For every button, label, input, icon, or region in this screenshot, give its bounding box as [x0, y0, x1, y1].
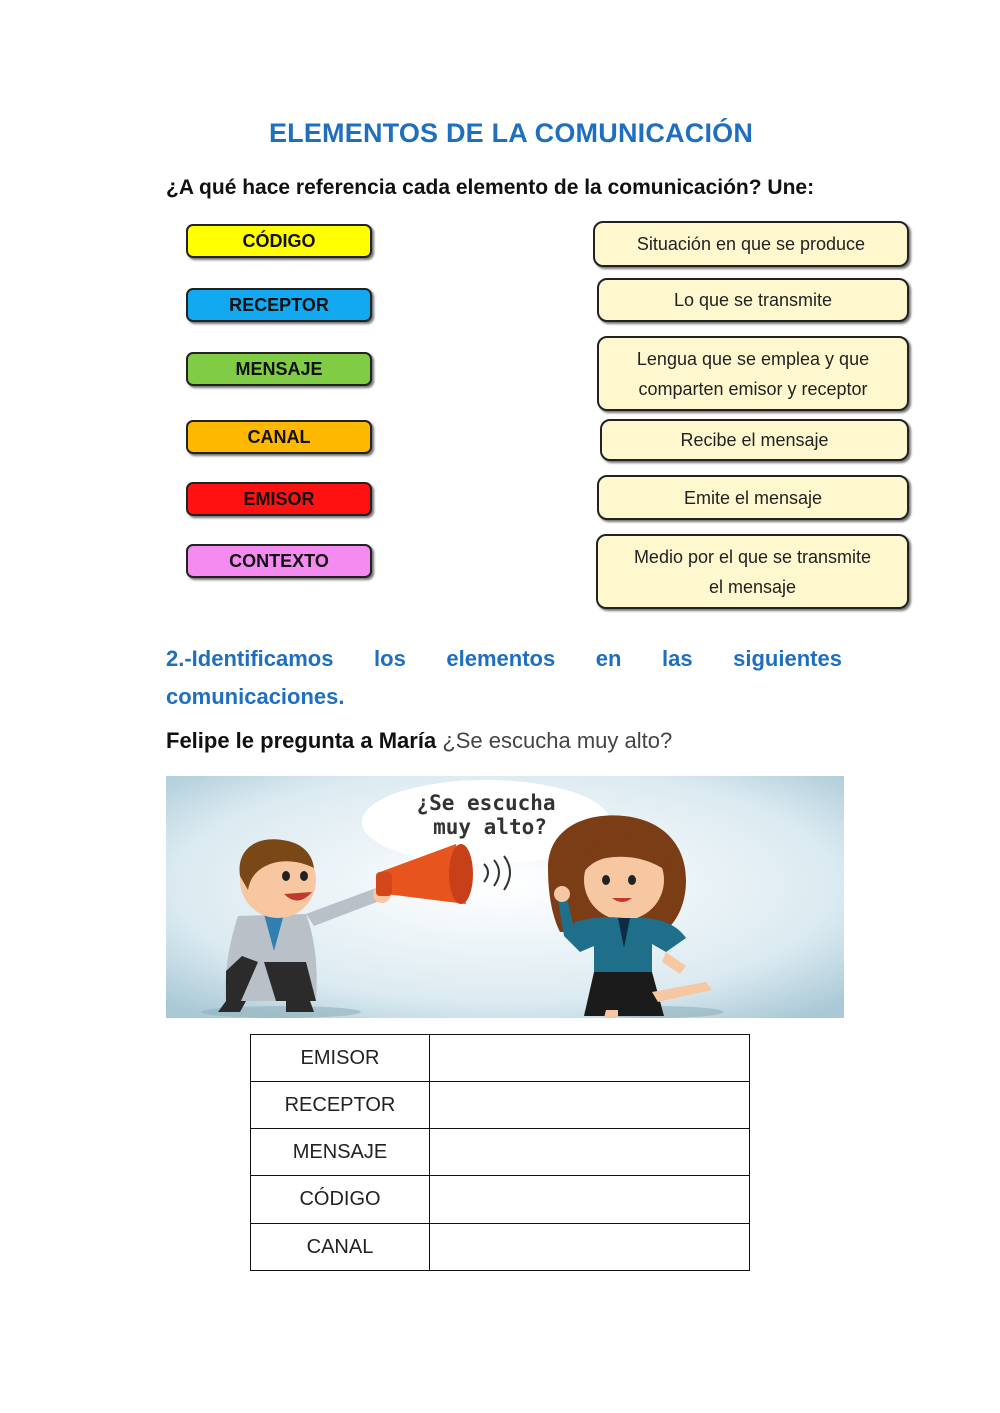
definition-recibe[interactable] [600, 419, 909, 461]
answer-cell-receptor[interactable] [430, 1082, 750, 1129]
table-row [251, 1129, 750, 1176]
term-emisor[interactable]: EMISOR [186, 482, 372, 516]
row-label-canal: CANAL [251, 1224, 430, 1271]
definition-text: el mensaje [708, 576, 797, 597]
communication-illustration [166, 776, 844, 1018]
definition-text: comparten emisor y receptor [638, 378, 868, 399]
section-2-heading [166, 640, 842, 716]
definition-text: Lengua que se emplea y que [636, 348, 870, 369]
bubble-text: muy alto? [433, 815, 547, 839]
heading-word: siguientes [733, 646, 842, 671]
definition-emite[interactable] [597, 475, 909, 520]
answer-table [250, 1034, 750, 1271]
term-mensaje[interactable]: MENSAJE [186, 352, 372, 386]
table-row [251, 1176, 750, 1224]
page-title: ELEMENTOS DE LA COMUNICACIÓN [268, 118, 754, 148]
definition-situacion[interactable] [593, 221, 909, 267]
heading-word: 2.-Identificamos [166, 646, 334, 671]
definition-lo-que-se-transmite[interactable] [597, 278, 909, 322]
term-canal[interactable]: CANAL [186, 420, 372, 454]
scenario-sentence [166, 728, 672, 754]
row-label-codigo: CÓDIGO [251, 1176, 430, 1224]
table-row [251, 1082, 750, 1129]
bubble-text: ¿Se escucha [416, 791, 556, 815]
scenario-speaker: Felipe le pregunta a María [166, 728, 437, 753]
heading-word: los [374, 646, 406, 671]
heading-word: en [595, 646, 622, 671]
term-codigo[interactable]: CÓDIGO [186, 224, 372, 258]
answer-cell-mensaje[interactable] [430, 1129, 750, 1176]
answer-cell-codigo[interactable] [430, 1176, 750, 1224]
heading-line-2: comunicaciones. [166, 684, 345, 709]
scenario-quote: ¿Se escucha muy alto? [442, 728, 673, 753]
definition-text: Lo que se transmite [673, 290, 833, 310]
definition-text: Recibe el mensaje [680, 430, 829, 450]
table-row [251, 1224, 750, 1271]
answer-cell-emisor[interactable] [430, 1035, 750, 1082]
term-receptor[interactable]: RECEPTOR [186, 288, 372, 322]
row-label-emisor: EMISOR [251, 1035, 430, 1082]
term-contexto[interactable]: CONTEXTO [186, 544, 372, 578]
row-label-receptor: RECEPTOR [251, 1082, 430, 1129]
heading-word: elementos [446, 646, 556, 671]
table-row [251, 1035, 750, 1082]
definition-medio[interactable] [596, 534, 909, 609]
answer-cell-canal[interactable] [430, 1224, 750, 1271]
definition-text: Medio por el que se transmite [633, 546, 872, 567]
heading-word: las [661, 646, 693, 671]
exercise-question: ¿A qué hace referencia cada elemento de la comunicación? Une: [166, 176, 815, 199]
definition-text: Emite el mensaje [683, 487, 823, 508]
definition-text: Situación en que se produce [636, 234, 866, 254]
row-label-mensaje: MENSAJE [251, 1129, 430, 1176]
definition-lengua[interactable] [597, 336, 909, 411]
